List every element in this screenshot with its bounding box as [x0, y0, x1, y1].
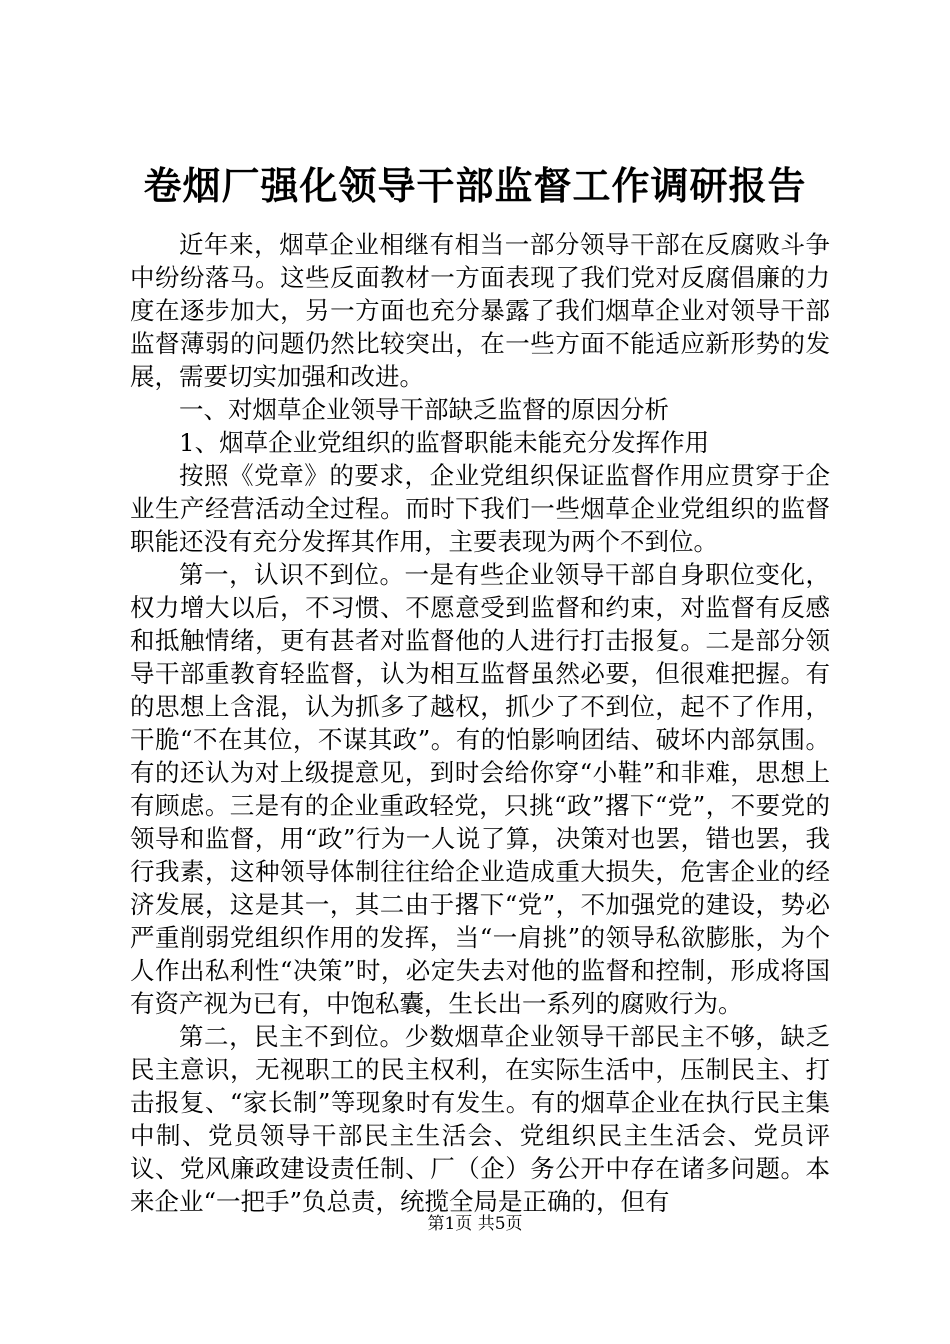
paragraph-intro: 近年来，烟草企业相继有相当一部分领导干部在反腐败斗争中纷纷落马。这些反面教材一方面表现了我们党对反腐倡廉的力度在逐步加大，另一方面也充分暴露了我们烟草企业对领导干部监督薄弱的问题仍然比较突出，在一些方面不能适应新形势的发展，需要切实加强和改进。	[130, 230, 830, 391]
paragraph-first-point: 第一，认识不到位。一是有些企业领导干部自身职位变化，权力增大以后，不习惯、不愿意受到监督和约束，对监督有反感和抵触情绪，更有甚者对监督他的人进行打击报复。二是部分领导干部重教育轻监督，认为相互监督虽然必要，但很难把握。有的思想上含混，认为抓多了越权，抓少了不到位，起不了作用，干脆“不在其位，不谋其政”。有的怕影响团结、破坏内部氛围。有的还认为对上级提意见，到时会给你穿“小鞋”和非难，思想上有顾虑。三是有的企业重政轻党，只挑“政”撂下“党”，不要党的领导和监督，用“政”行为一人说了算，决策对也罢，错也罢，我行我素，这种领导体制往往给企业造成重大损失，危害企业的经济发展，这是其一，其二由于撂下“党”，不加强党的建设，势必严重削弱党组织作用的发挥，当“一肩挑”的领导私欲膨胀，为个人作出私利性“决策”时，必定失去对他的监督和控制，形成将国有资产视为已有，中饱私囊，生长出一系列的腐败行为。	[130, 560, 830, 1018]
paragraph-second-point: 第二，民主不到位。少数烟草企业领导干部民主不够，缺乏民主意识，无视职工的民主权利，在实际生活中，压制民主、打击报复、“家长制”等现象时有发生。有的烟草企业在执行民主集中制、党员领导干部民主生活会、党组织民主生活会、党员评议、党风廉政建设责任制、厂（企）务公开中存在诸多问题。本来企业“一把手”负总责，统揽全局是正确的，但有	[130, 1022, 830, 1216]
document-title: 卷烟厂强化领导干部监督工作调研报告	[143, 163, 807, 208]
paragraph-party-charter: 按照《党章》的要求，企业党组织保证监督作用应贯穿于企业生产经营活动全过程。而时下我们一些烟草企业党组织的监督职能还没有充分发挥其作用，主要表现为两个不到位。	[130, 461, 830, 556]
page-footer: 第1页 共5页	[427, 1214, 523, 1234]
subsection-heading-1: 1、烟草企业党组织的监督职能未能充分发挥作用	[179, 428, 710, 457]
document-body	[130, 228, 830, 1218]
section-heading-1: 一、对烟草企业领导干部缺乏监督的原因分析	[179, 395, 669, 424]
